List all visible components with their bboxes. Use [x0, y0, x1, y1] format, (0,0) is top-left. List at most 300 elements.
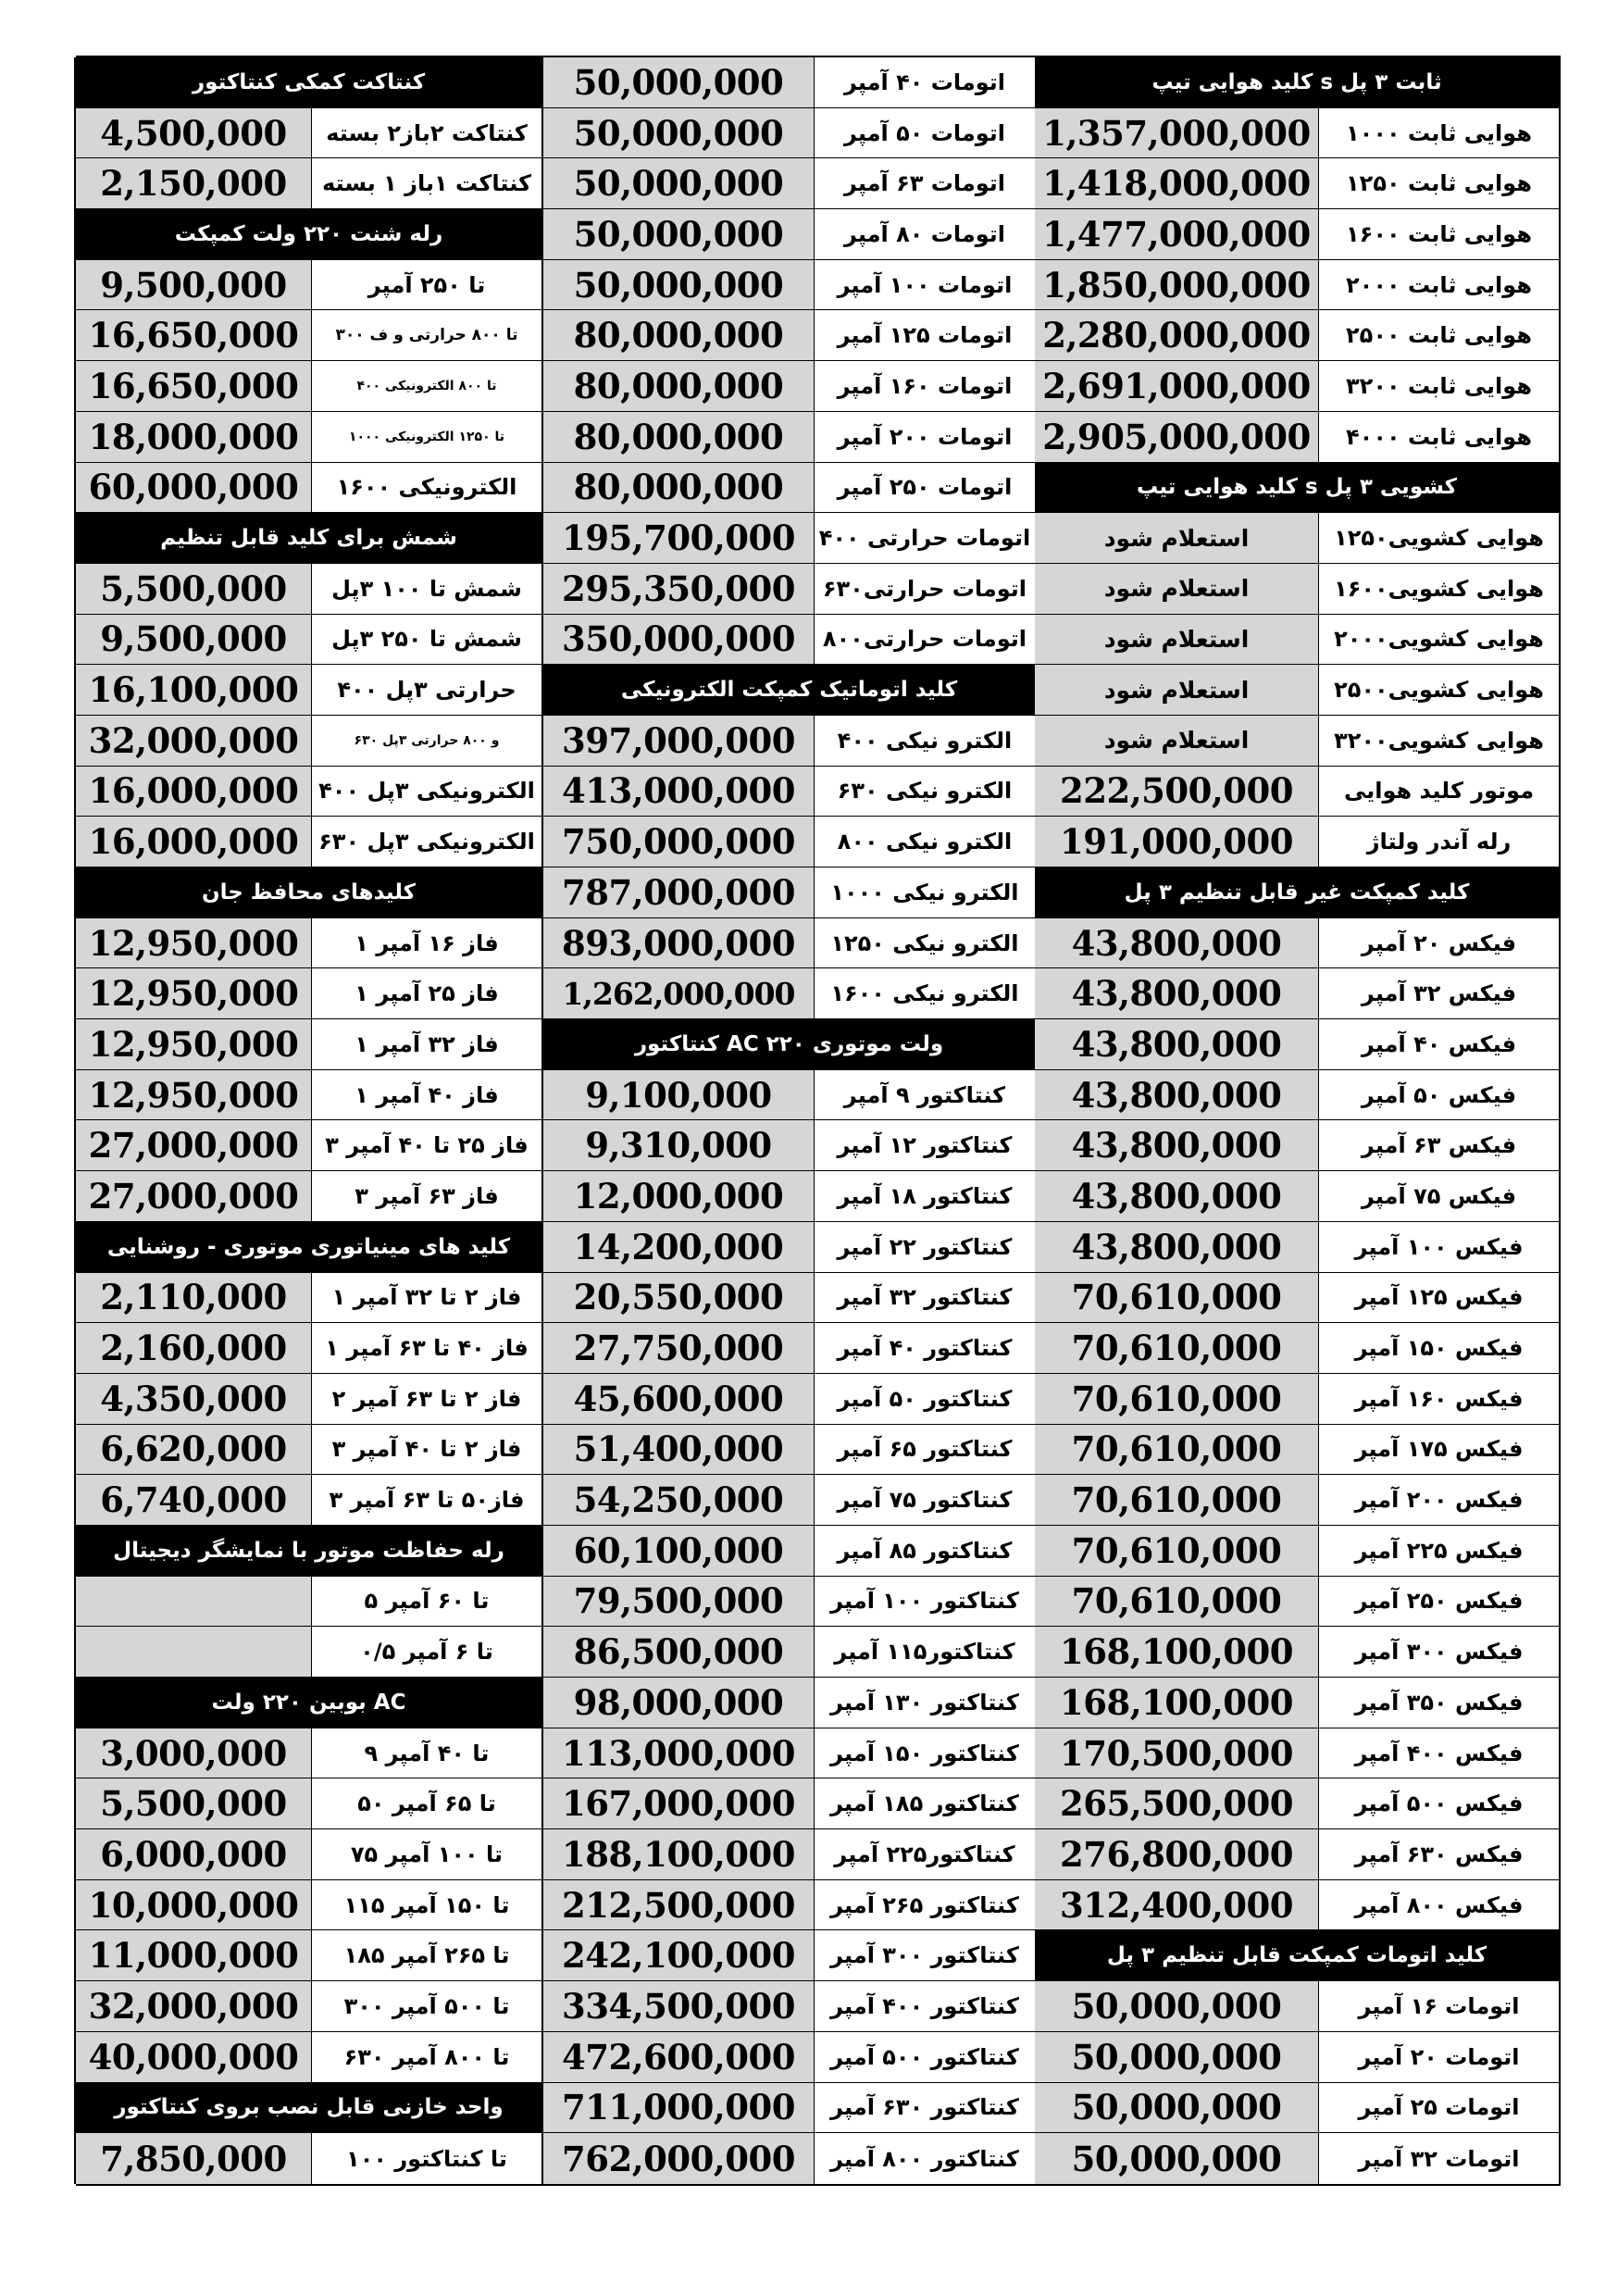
- price-row: [76, 260, 541, 311]
- item-label: اتومات ۲۰۰ آمپر: [814, 412, 1035, 462]
- item-label: فیکس ۳۰۰ آمپر: [1318, 1627, 1559, 1677]
- price-row: [76, 361, 541, 412]
- price-value: 43,800,000: [1035, 918, 1318, 968]
- item-label: هوایی کشویی۳۲۰۰: [1318, 716, 1559, 766]
- price-row: [1035, 564, 1559, 615]
- price-row: [543, 918, 1035, 969]
- price-row: [1035, 1475, 1559, 1526]
- price-value: 9,500,000: [76, 615, 311, 665]
- price-row: [1035, 1778, 1559, 1829]
- price-value: 80,000,000: [543, 412, 814, 462]
- item-label: کنتاکت ۱باز ۱ بسته: [311, 158, 541, 208]
- item-label: کنتاکت ۲باز۲ بسته: [311, 108, 541, 158]
- price-row: [543, 2133, 1035, 2184]
- item-label: شمش تا ۲۵۰ ۳پل: [311, 615, 541, 665]
- item-label: ۶۳۰ تا ۸۰۰ آمپر: [311, 2032, 541, 2082]
- item-label: ۱۶۰۰ الکترونیکی: [311, 463, 541, 513]
- price-value: 9,100,000: [543, 1070, 814, 1120]
- section-header: [76, 209, 541, 260]
- price-value: 43,800,000: [1035, 1070, 1318, 1120]
- item-label: ۳ فاز۵۰ تا ۶۳ آمپر: [311, 1475, 541, 1525]
- price-value: 70,610,000: [1035, 1374, 1318, 1424]
- item-label: فیکس ۵۰۰ آمپر: [1318, 1778, 1559, 1828]
- price-value: 43,800,000: [1035, 1171, 1318, 1221]
- item-label: فیکس ۴۰۰ آمپر: [1318, 1728, 1559, 1778]
- item-label: کنتاکتور ۸۰۰ آمپر: [814, 2133, 1035, 2184]
- price-value: 12,950,000: [76, 968, 311, 1018]
- price-row: [76, 1171, 541, 1222]
- price-value: 45,600,000: [543, 1374, 814, 1424]
- price-value: 242,100,000: [543, 1930, 814, 1980]
- item-label: اتومات ۶۳ آمپر: [814, 158, 1035, 208]
- price-row: [1035, 260, 1559, 311]
- price-row: [543, 716, 1035, 767]
- price-row: [1035, 1425, 1559, 1476]
- price-row: [76, 463, 541, 514]
- price-value: 10,000,000: [76, 1880, 311, 1930]
- price-value: 295,350,000: [543, 564, 814, 614]
- item-label: فیکس ۲۵۰ آمپر: [1318, 1577, 1559, 1627]
- price-row: [76, 918, 541, 969]
- item-label: ۱ فاز ۴۰ آمپر: [311, 1070, 541, 1120]
- section-header: [76, 2083, 541, 2134]
- price-value: استعلام شود: [1035, 716, 1318, 766]
- item-label: ۵۰ تا ۶۵ آمپر: [311, 1778, 541, 1828]
- price-row: [76, 716, 541, 767]
- price-value: 32,000,000: [76, 716, 311, 766]
- price-row: [76, 1829, 541, 1880]
- price-row: [1035, 108, 1559, 159]
- price-value: 350,000,000: [543, 615, 814, 665]
- item-label: ۱ فاز ۳۲ آمپر: [311, 1019, 541, 1069]
- price-row: [76, 968, 541, 1019]
- section-header: [76, 1222, 541, 1273]
- price-value: 893,000,000: [543, 918, 814, 968]
- price-row: [76, 615, 541, 666]
- item-label: کنتاکتور ۳۰۰ آمپر: [814, 1930, 1035, 1980]
- price-row: [1035, 1222, 1559, 1273]
- price-value: 312,400,000: [1035, 1880, 1318, 1930]
- item-label: ۴۰۰ حرارتی ۳پل: [311, 665, 541, 715]
- price-value: 9,500,000: [76, 260, 311, 310]
- price-value: 60,100,000: [543, 1526, 814, 1576]
- price-row: [1035, 513, 1559, 564]
- item-label: کنتاکتور ۱۵۰ آمپر: [814, 1728, 1035, 1778]
- price-value: 1,850,000,000: [1035, 260, 1318, 310]
- item-label: فیکس ۱۰۰ آمپر: [1318, 1222, 1559, 1272]
- price-value: 50,000,000: [543, 260, 814, 310]
- price-grid: [78, 57, 1559, 2184]
- item-label: ۱ فاز ۴۰ تا ۶۳ آمپر: [311, 1323, 541, 1373]
- item-label: کنتاکتور ۶۵ آمپر: [814, 1425, 1035, 1475]
- price-row: [543, 513, 1035, 564]
- price-row: [76, 158, 541, 209]
- item-label: ۴۰۰ الکترونیکی ۳پل: [311, 767, 541, 817]
- price-column-middle: [541, 57, 1035, 2184]
- item-label: ۴۰۰ تا ۸۰۰ الکترونیکی: [311, 361, 541, 411]
- section-header: [76, 1526, 541, 1577]
- price-value: 43,800,000: [1035, 968, 1318, 1018]
- price-row: [76, 1019, 541, 1070]
- price-value: 1,418,000,000: [1035, 158, 1318, 208]
- item-label: هوایی ثابت ۴۰۰۰: [1318, 412, 1559, 462]
- price-row: [543, 767, 1035, 817]
- price-value: استعلام شود: [1035, 665, 1318, 715]
- price-row: [1035, 1577, 1559, 1628]
- price-value: 472,600,000: [543, 2032, 814, 2082]
- item-label: ۱ فاز ۲۵ آمپر: [311, 968, 541, 1018]
- section-title: کلید هوایی تیپ s کشویی ۳ پل: [1035, 463, 1559, 513]
- price-row: [76, 1981, 541, 2032]
- item-label: اتومات ۸۰ آمپر: [814, 209, 1035, 259]
- price-value: 50,000,000: [543, 158, 814, 208]
- price-row: [76, 2032, 541, 2083]
- price-value: 80,000,000: [543, 463, 814, 513]
- price-row: [76, 1374, 541, 1425]
- price-row: [1035, 310, 1559, 361]
- price-value: 18,000,000: [76, 412, 311, 462]
- price-value: 762,000,000: [543, 2133, 814, 2184]
- price-value: [76, 1577, 311, 1627]
- price-row: [1035, 767, 1559, 817]
- price-value: 50,000,000: [1035, 2133, 1318, 2184]
- price-value: 43,800,000: [1035, 1222, 1318, 1272]
- price-row: [76, 2133, 541, 2184]
- price-row: [76, 1930, 541, 1981]
- price-row: [543, 1070, 1035, 1121]
- section-header: [543, 665, 1035, 716]
- item-label: ۳۰۰ تا ۸۰۰ حرارتی و ف: [311, 310, 541, 360]
- section-title: رله شنت ۲۲۰ ولت کمپکت: [76, 209, 541, 259]
- item-label: الکترو نیکی ۶۳۰: [814, 767, 1035, 817]
- price-value: 397,000,000: [543, 716, 814, 766]
- price-row: [543, 1171, 1035, 1222]
- price-row: [543, 2032, 1035, 2083]
- price-value: استعلام شود: [1035, 513, 1318, 563]
- item-label: فیکس ۵۰ آمپر: [1318, 1070, 1559, 1120]
- price-value: 70,610,000: [1035, 1323, 1318, 1373]
- price-value: 50,000,000: [1035, 2032, 1318, 2082]
- price-value: 16,000,000: [76, 767, 311, 817]
- section-header: [1035, 867, 1559, 918]
- price-row: [76, 1425, 541, 1476]
- price-row: [1035, 716, 1559, 767]
- price-value: 14,200,000: [543, 1222, 814, 1272]
- item-label: اتومات حرارتی۸۰۰: [814, 615, 1035, 665]
- item-label: فیکس ۶۳۰ آمپر: [1318, 1829, 1559, 1879]
- price-row: [543, 310, 1035, 361]
- price-value: 16,000,000: [76, 817, 311, 867]
- price-value: 12,000,000: [543, 1171, 814, 1221]
- price-row: [543, 2083, 1035, 2134]
- item-label: ۲ فاز ۲ تا ۶۳ آمپر: [311, 1374, 541, 1424]
- item-label: کنتاکتور ۵۰ آمپر: [814, 1374, 1035, 1424]
- price-value: 195,700,000: [543, 513, 814, 563]
- price-value: [76, 1627, 311, 1677]
- price-value: 2,150,000: [76, 158, 311, 208]
- price-value: 1,477,000,000: [1035, 209, 1318, 259]
- price-value: 20,550,000: [543, 1273, 814, 1323]
- price-row: [76, 310, 541, 361]
- price-value: 12,950,000: [76, 918, 311, 968]
- price-row: [1035, 1627, 1559, 1678]
- price-value: 212,500,000: [543, 1880, 814, 1930]
- price-row: [1035, 209, 1559, 260]
- item-label: هوایی ثابت ۲۵۰۰: [1318, 310, 1559, 360]
- price-value: 98,000,000: [543, 1678, 814, 1728]
- price-row: [543, 1425, 1035, 1476]
- price-value: 70,610,000: [1035, 1526, 1318, 1576]
- price-value: 70,610,000: [1035, 1425, 1318, 1475]
- price-value: 70,610,000: [1035, 1577, 1318, 1627]
- item-label: فیکس ۶۳ آمپر: [1318, 1120, 1559, 1170]
- price-value: 6,620,000: [76, 1425, 311, 1475]
- section-title: واحد خازنی قابل نصب بروی کنتاکتور: [76, 2083, 541, 2133]
- price-value: 11,000,000: [76, 1930, 311, 1980]
- price-row: [1035, 2032, 1559, 2083]
- price-value: 27,000,000: [76, 1171, 311, 1221]
- price-value: 113,000,000: [543, 1728, 814, 1778]
- price-row: [1035, 615, 1559, 666]
- section-title: کنتاکت کمکی کنتاکتور: [76, 57, 541, 107]
- item-label: اتومات ۵۰ آمپر: [814, 108, 1035, 158]
- price-value: 5,500,000: [76, 1778, 311, 1828]
- price-row: [76, 767, 541, 817]
- item-label: ۳ فاز ۲۵ تا ۴۰ آمپر: [311, 1120, 541, 1170]
- price-value: 750,000,000: [543, 817, 814, 867]
- price-row: [543, 463, 1035, 514]
- price-value: 80,000,000: [543, 310, 814, 360]
- item-label: ۹ تا ۴۰ آمپر: [311, 1728, 541, 1778]
- price-row: [76, 1120, 541, 1171]
- item-label: ۳ فاز ۶۳ آمپر: [311, 1171, 541, 1221]
- price-value: 60,000,000: [76, 463, 311, 513]
- price-row: [543, 564, 1035, 615]
- section-title: رله حفاظت موتور با نمایشگر دیجیتال: [76, 1526, 541, 1576]
- item-label: فیکس ۳۵۰ آمپر: [1318, 1678, 1559, 1728]
- item-label: فیکس ۱۲۵ آمپر: [1318, 1273, 1559, 1323]
- price-value: 79,500,000: [543, 1577, 814, 1627]
- price-value: 12,950,000: [76, 1019, 311, 1069]
- item-label: کنتاکتور ۱۳۰ آمپر: [814, 1678, 1035, 1728]
- price-row: [1035, 1880, 1559, 1931]
- item-label: کنتاکتور ۲۲ آمپر: [814, 1222, 1035, 1272]
- price-value: 4,350,000: [76, 1374, 311, 1424]
- price-row: [543, 158, 1035, 209]
- price-value: 27,000,000: [76, 1120, 311, 1170]
- item-label: ۶۳۰ و ۸۰۰ حرارتی ۳پل: [311, 716, 541, 766]
- item-label: ۱۰۰۰ تا ۱۲۵۰ الکترونیکی: [311, 412, 541, 462]
- price-row: [543, 1273, 1035, 1324]
- price-row: [543, 1829, 1035, 1880]
- section-header: [543, 1019, 1035, 1070]
- item-label: اتومات ۲۵ آمپر: [1318, 2083, 1559, 2133]
- price-row: [1035, 361, 1559, 412]
- price-row: [543, 1475, 1035, 1526]
- item-label: ۱ فاز ۱۶ آمپر: [311, 918, 541, 968]
- item-label: کنتاکتور۲۲۵ آمپر: [814, 1829, 1035, 1879]
- price-value: 2,110,000: [76, 1273, 311, 1323]
- section-title: کنتاکتور AC ۲۲۰ ولت موتوری: [543, 1019, 1035, 1069]
- price-row: [76, 817, 541, 867]
- item-label: ۱ فاز ۲ تا ۳۲ آمپر: [311, 1273, 541, 1323]
- price-value: 6,000,000: [76, 1829, 311, 1879]
- price-value: 16,650,000: [76, 310, 311, 360]
- item-label: تا کنتاکتور ۱۰۰: [311, 2133, 541, 2184]
- item-label: کنتاکتور۱۱۵ آمپر: [814, 1627, 1035, 1677]
- price-value: 2,691,000,000: [1035, 361, 1318, 411]
- item-label: هوایی ثابت ۱۰۰۰: [1318, 108, 1559, 158]
- price-row: [76, 564, 541, 615]
- section-header: [1035, 463, 1559, 514]
- item-label: ۷۵ تا ۱۰۰ آمپر: [311, 1829, 541, 1879]
- item-label: فیکس ۸۰۰ آمپر: [1318, 1880, 1559, 1930]
- item-label: الکترو نیکی ۴۰۰: [814, 716, 1035, 766]
- price-value: 51,400,000: [543, 1425, 814, 1475]
- price-value: 50,000,000: [543, 57, 814, 107]
- item-label: ۶۳۰ الکترونیکی ۳پل: [311, 817, 541, 867]
- price-row: [1035, 1728, 1559, 1779]
- price-row: [543, 1120, 1035, 1171]
- item-label: فیکس ۲۲۵ آمپر: [1318, 1526, 1559, 1576]
- price-value: 3,000,000: [76, 1728, 311, 1778]
- price-value: 191,000,000: [1035, 817, 1318, 867]
- price-value: 9,310,000: [543, 1120, 814, 1170]
- price-row: [543, 1577, 1035, 1628]
- price-row: [76, 108, 541, 159]
- item-label: فیکس ۴۰ آمپر: [1318, 1019, 1559, 1069]
- price-value: 50,000,000: [543, 209, 814, 259]
- price-value: 1,262,000,000: [543, 968, 814, 1018]
- price-value: 787,000,000: [543, 867, 814, 917]
- price-value: 16,100,000: [76, 665, 311, 715]
- price-value: 168,100,000: [1035, 1678, 1318, 1728]
- price-value: 6,740,000: [76, 1475, 311, 1525]
- section-title: کلیدهای محافظ جان: [76, 867, 541, 917]
- section-title: کلید کمپکت غیر قابل تنظیم ۳ پل: [1035, 867, 1559, 917]
- price-row: [543, 1526, 1035, 1577]
- price-value: 70,610,000: [1035, 1475, 1318, 1525]
- price-value: 2,280,000,000: [1035, 310, 1318, 360]
- item-label: ۳۰۰ تا ۵۰۰ آمپر: [311, 1981, 541, 2031]
- item-label: کنتاکتور ۶۳۰ آمپر: [814, 2083, 1035, 2133]
- price-row: [76, 1778, 541, 1829]
- price-row: [1035, 158, 1559, 209]
- price-row: [543, 867, 1035, 918]
- price-row: [1035, 1070, 1559, 1121]
- item-label: اتومات حرارتی۶۳۰: [814, 564, 1035, 614]
- item-label: هوایی ثابت ۲۰۰۰: [1318, 260, 1559, 310]
- item-label: فیکس ۲۰ آمپر: [1318, 918, 1559, 968]
- price-value: 188,100,000: [543, 1829, 814, 1879]
- price-row: [76, 1323, 541, 1374]
- item-label: هوایی کشویی۱۶۰۰: [1318, 564, 1559, 614]
- item-label: اتومات ۲۵۰ آمپر: [814, 463, 1035, 513]
- price-row: [543, 108, 1035, 159]
- price-value: 334,500,000: [543, 1981, 814, 2031]
- price-row: [1035, 1273, 1559, 1324]
- price-row: [76, 1577, 541, 1628]
- price-value: 50,000,000: [1035, 2083, 1318, 2133]
- price-value: استعلام شود: [1035, 615, 1318, 665]
- item-label: ۳ فاز ۲ تا ۴۰ آمپر: [311, 1425, 541, 1475]
- price-row: [76, 1070, 541, 1121]
- price-row: [76, 1880, 541, 1931]
- item-label: کنتاکتور ۸۵ آمپر: [814, 1526, 1035, 1576]
- price-row: [543, 1678, 1035, 1728]
- price-value: 50,000,000: [543, 108, 814, 158]
- price-column-left: [74, 57, 541, 2184]
- price-row: [543, 1627, 1035, 1678]
- price-row: [543, 1930, 1035, 1981]
- price-row: [543, 209, 1035, 260]
- item-label: کنتاکتور ۱۸۵ آمپر: [814, 1778, 1035, 1828]
- price-value: 413,000,000: [543, 767, 814, 817]
- price-value: 43,800,000: [1035, 1120, 1318, 1170]
- price-row: [543, 1728, 1035, 1779]
- price-row: [1035, 412, 1559, 463]
- price-value: 70,610,000: [1035, 1273, 1318, 1323]
- item-label: کنتاکتور ۴۰۰ آمپر: [814, 1981, 1035, 2031]
- price-row: [543, 615, 1035, 666]
- section-title: کلید اتوماتیک کمپکت الکترونیکی: [543, 665, 1035, 715]
- item-label: اتومات ۴۰ آمپر: [814, 57, 1035, 107]
- price-value: 167,000,000: [543, 1778, 814, 1828]
- price-value: 32,000,000: [76, 1981, 311, 2031]
- price-row: [1035, 1120, 1559, 1171]
- section-header: [1035, 57, 1559, 108]
- item-label: فیکس ۷۵ آمپر: [1318, 1171, 1559, 1221]
- price-value: 2,160,000: [76, 1323, 311, 1373]
- price-row: [1035, 1374, 1559, 1425]
- price-row: [543, 817, 1035, 867]
- price-row: [1035, 2083, 1559, 2134]
- section-header: [76, 867, 541, 918]
- price-row: [543, 968, 1035, 1019]
- price-row: [76, 412, 541, 463]
- price-value: 222,500,000: [1035, 767, 1318, 817]
- item-label: هوایی ثابت ۱۲۵۰: [1318, 158, 1559, 208]
- price-row: [1035, 1829, 1559, 1880]
- price-sheet: [76, 56, 1561, 2186]
- item-label: رله آندر ولتاژ: [1318, 817, 1559, 867]
- price-row: [1035, 1981, 1559, 2032]
- price-value: 12,950,000: [76, 1070, 311, 1120]
- price-value: 43,800,000: [1035, 1019, 1318, 1069]
- price-value: 7,850,000: [76, 2133, 311, 2184]
- price-row: [543, 1374, 1035, 1425]
- price-column-right: [1035, 57, 1559, 2184]
- price-row: [1035, 1323, 1559, 1374]
- item-label: کنتاکتور ۳۲ آمپر: [814, 1273, 1035, 1323]
- section-title: بوبین ۲۲۰ ولت AC: [76, 1678, 541, 1728]
- price-row: [76, 1273, 541, 1324]
- item-label: فیکس ۱۵۰ آمپر: [1318, 1323, 1559, 1373]
- price-row: [543, 1222, 1035, 1273]
- item-label: ۱۱۵ تا ۱۵۰ آمپر: [311, 1880, 541, 1930]
- item-label: ۰/۵ تا ۶ آمپر: [311, 1627, 541, 1677]
- price-row: [1035, 918, 1559, 969]
- price-row: [1035, 817, 1559, 867]
- price-value: 711,000,000: [543, 2083, 814, 2133]
- price-row: [1035, 968, 1559, 1019]
- price-value: استعلام شود: [1035, 564, 1318, 614]
- item-label: کنتاکتور ۵۰۰ آمپر: [814, 2032, 1035, 2082]
- item-label: کنتاکتور ۱۲ آمپر: [814, 1120, 1035, 1170]
- item-label: هوایی ثابت ۱۶۰۰: [1318, 209, 1559, 259]
- item-label: الکترو نیکی ۸۰۰: [814, 817, 1035, 867]
- item-label: موتور کلید هوایی: [1318, 767, 1559, 817]
